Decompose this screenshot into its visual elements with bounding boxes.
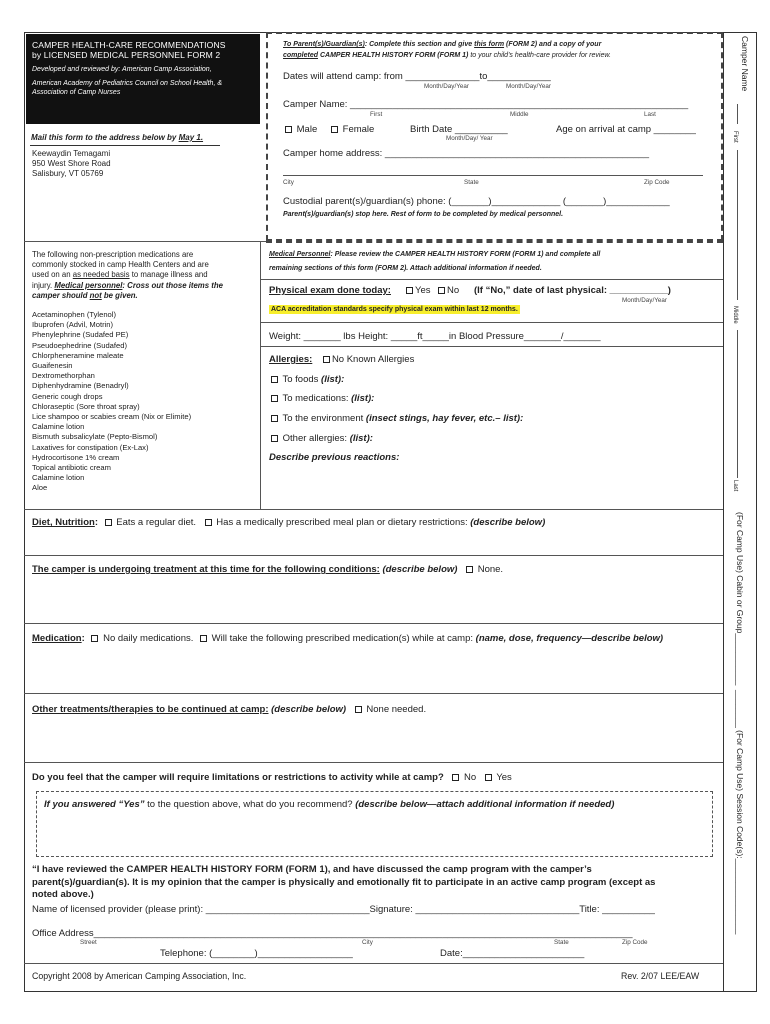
birth-mdy-label: Month/Day/ Year xyxy=(446,135,493,142)
other-treatments-row xyxy=(32,704,426,715)
mail-prefix: Mail this form to the address below by xyxy=(31,133,179,142)
otc-item[interactable]: Guaifenesin xyxy=(32,361,73,371)
otc-intro-3b: as needed basis xyxy=(72,270,130,280)
sidebar-divider xyxy=(723,32,724,992)
office-city-label: City xyxy=(362,939,373,946)
parent-intro-line1 xyxy=(283,41,601,48)
other-treatments-none-label: None needed. xyxy=(366,704,427,715)
dates-mdy-to: Month/Day/Year xyxy=(506,83,551,90)
age-on-arrival-field[interactable]: Age on arrival at camp ________ xyxy=(556,124,696,135)
office-state-label: State xyxy=(554,939,569,946)
section-divider xyxy=(24,509,723,510)
exam-yes xyxy=(404,285,431,296)
section-divider xyxy=(24,623,723,624)
limitations-row xyxy=(32,772,512,783)
office-address-field[interactable]: Office Address______________________________________________________________________________________________________ xyxy=(32,928,633,939)
otc-item[interactable]: Calamine lotion xyxy=(32,422,85,432)
sex-male xyxy=(283,124,317,135)
treatment-none-label: None. xyxy=(477,564,504,575)
sidebar-name-line xyxy=(737,150,738,300)
certify-line3: noted above.) xyxy=(32,889,94,900)
treatment-label: The camper is undergoing treatment at this time for the following conditions: xyxy=(32,564,380,575)
allergy-foods xyxy=(269,374,344,385)
otc-item[interactable]: Chlorpheneramine maleate xyxy=(32,350,124,360)
if-yes-d: (describe below—attach additional information if needed) xyxy=(355,799,615,810)
medical-intro-a: Medical Personnel xyxy=(269,251,331,258)
allergy-environment xyxy=(269,413,523,424)
allergies-row xyxy=(269,354,414,365)
mail-address xyxy=(32,149,111,179)
parent-intro-h: to your child's health-care provider for review. xyxy=(468,52,611,59)
otc-intro-5a: camper should xyxy=(32,290,90,300)
otc-intro xyxy=(32,250,223,301)
otc-item[interactable]: Generic cough drops xyxy=(32,391,103,401)
male-label: Male xyxy=(296,124,318,135)
if-yes-a: If you answered xyxy=(44,799,119,810)
otc-intro-2: commonly stocked in camp Health Centers and are xyxy=(32,260,209,270)
date-field[interactable]: Date:_______________________ xyxy=(440,948,585,959)
if-yes-b: “Yes” xyxy=(118,799,145,810)
other-allergies-list-label: (list): xyxy=(349,433,373,444)
copyright: Copyright 2008 by American Camping Association, Inc. xyxy=(32,971,247,981)
limitations-yes-checkbox[interactable] xyxy=(485,774,492,781)
otc-intro-5c: be given. xyxy=(101,290,138,300)
limitations-question: Do you feel that the camper will require limitations or restrictions to activity while at camp? xyxy=(32,772,444,783)
exam-no-checkbox[interactable] xyxy=(438,287,445,294)
parent-intro-b: : Complete this section and give xyxy=(364,41,475,48)
no-daily-meds-label: No daily medications. xyxy=(103,633,194,644)
vitals-field[interactable]: Weight: _______ lbs Height: _____ft_____in Blood Pressure_______/_______ xyxy=(269,331,601,342)
address-line: Salisbury, VT 05769 xyxy=(32,169,104,178)
parent-intro-d: (FORM 2) and xyxy=(504,41,554,48)
review-line2: American Academy of Pediatrics Council on School Health, & xyxy=(32,80,222,87)
prescribed-diet-label: Has a medically prescribed meal plan or dietary restrictions: xyxy=(216,517,471,528)
custodial-phone-field[interactable]: Custodial parent(s)/guardian(s) phone: (_______)_____________ (_______)____________ xyxy=(283,196,670,207)
city-label: City xyxy=(283,179,294,186)
other-treatments-label: Other treatments/therapies to be continued at camp: xyxy=(32,704,269,715)
name-first-label: First xyxy=(370,111,383,118)
section-divider xyxy=(24,555,723,556)
otc-intro-5b: not xyxy=(89,290,102,300)
foods-label: To foods xyxy=(282,374,322,385)
otc-intro-4 xyxy=(32,281,223,291)
birth-date-field[interactable]: Birth Date __________ xyxy=(410,124,508,135)
address-line: 950 West Shore Road xyxy=(32,159,111,168)
certify-line2: parent(s)/guardian(s). It is my opinion that the camper is physically and emotionally fit to participate in an active camp program (except as xyxy=(32,877,656,888)
limitations-no-label: No xyxy=(464,772,477,783)
otc-intro-3c: to manage illness and xyxy=(129,270,208,280)
medication-describe: (name, dose, frequency—describe below) xyxy=(475,633,664,644)
environment-label: To the environment xyxy=(282,413,366,424)
last-physical-mdy: Month/Day/Year xyxy=(622,297,667,304)
review-line3: Association of Camp Nurses xyxy=(32,89,121,96)
other-treatments-none-checkbox[interactable] xyxy=(355,706,362,713)
review-line1: Developed and reviewed by: American Camp Association, xyxy=(32,66,212,73)
other-allergies-label: Other allergies: xyxy=(282,433,350,444)
mail-instruction xyxy=(31,133,203,142)
aca-standards-note: ACA accreditation standards specify physical exam within last 12 months. xyxy=(271,306,518,313)
sidebar-middle: Middle xyxy=(732,306,738,324)
medical-intro-line2: remaining sections of this form (FORM 2). Attach additional information if needed. xyxy=(269,265,542,272)
otc-item[interactable]: Lice shampoo or scabies cream (Nix or Elimite) xyxy=(32,412,192,422)
otc-intro-5 xyxy=(32,291,223,301)
regular-diet-label: Eats a regular diet. xyxy=(116,517,197,528)
name-last-label: Last xyxy=(644,111,656,118)
if-yes-prompt xyxy=(44,799,614,810)
otc-intro-4a: injury. xyxy=(32,280,55,290)
otc-item[interactable]: Diphenhydramine (Benadryl) xyxy=(32,381,129,391)
environment-checkbox[interactable] xyxy=(271,415,278,422)
telephone-field[interactable]: Telephone: (________)__________________ xyxy=(160,948,353,959)
parent-intro-f: completed xyxy=(283,52,319,59)
sidebar-name-line xyxy=(737,104,738,124)
allergy-meds xyxy=(269,393,374,404)
vitals-divider xyxy=(261,346,723,347)
office-zip-label: Zip Code xyxy=(622,939,648,946)
otc-intro-3a: used on an xyxy=(32,270,73,280)
allergy-other xyxy=(269,433,373,444)
last-physical-date-field[interactable]: (If “No,” date of last physical: ___________) xyxy=(474,285,671,296)
otc-item[interactable]: Hydrocortisone 1% cream xyxy=(32,452,120,462)
otc-item[interactable]: Pseudoephedrine (Sudafed) xyxy=(32,340,127,350)
medication-row: Medication: No daily medications. Will take the following prescribed medication(s) while at camp: (name, dose, frequency—describe below) xyxy=(32,633,664,644)
parent-intro-line2 xyxy=(283,52,611,59)
prescribed-meds-label: Will take the following prescribed medication(s) while at camp: xyxy=(211,633,476,644)
otc-item[interactable]: Calamine lotion xyxy=(32,473,85,483)
parent-section xyxy=(266,32,723,241)
otc-item[interactable]: Ibuprofen (Advil, Motrin) xyxy=(32,320,114,330)
dates-attend-field[interactable]: Dates will attend camp: from ______________to____________ xyxy=(283,71,551,82)
foods-list-label: (list): xyxy=(321,374,345,385)
form-title-box xyxy=(26,34,260,124)
no-known-allergies-checkbox[interactable] xyxy=(323,356,330,363)
otc-divider xyxy=(260,241,261,509)
exam-no xyxy=(436,285,459,296)
diet-label: Diet, Nutrition xyxy=(32,517,95,528)
provider-name-field[interactable]: Name of licensed provider (please print): _______________________________Signature: _______________________________Title: __________ xyxy=(32,904,655,915)
revision: Rev. 2/07 LEE/EAW xyxy=(621,971,700,981)
female-label: Female xyxy=(342,124,375,135)
mail-underline xyxy=(30,145,220,146)
address-line2 xyxy=(283,175,703,176)
sidebar-cabin-group: (For Camp Use) Cabin or Group___________ xyxy=(735,512,745,686)
otc-item[interactable]: Bismuth subsalicylate (Pepto-Bismol) xyxy=(32,432,158,442)
otc-item[interactable]: Dextromethorphan xyxy=(32,371,95,381)
sidebar-name-line xyxy=(737,330,738,478)
stop-here-note: Parent(s)/guardian(s) stop here. Rest of form to be completed by medical personnel. xyxy=(283,211,564,218)
section-divider xyxy=(24,762,723,763)
parent-intro-c: this form xyxy=(474,41,505,48)
female-checkbox[interactable] xyxy=(331,126,338,133)
sidebar-camper-name: Camper Name xyxy=(740,36,750,92)
exam-divider xyxy=(261,322,723,323)
treatment-row xyxy=(32,564,503,575)
meds-allergy-checkbox[interactable] xyxy=(271,395,278,402)
form-title-line1: CAMPER HEALTH-CARE RECOMMENDATIONS xyxy=(32,40,226,50)
name-middle-label: Middle xyxy=(510,111,529,118)
treatment-describe: (describe below) xyxy=(379,564,458,575)
allergies-label: Allergies: xyxy=(269,354,313,365)
otc-item[interactable]: Chloraseptic (Sore throat spray) xyxy=(32,401,140,411)
exam-today-label: Physical exam done today: xyxy=(269,285,391,296)
zip-label: Zip Code xyxy=(644,179,670,186)
otc-item[interactable]: Aloe xyxy=(32,483,48,493)
otc-intro-3 xyxy=(32,270,223,280)
sex-female xyxy=(329,124,374,135)
otc-item[interactable]: Topical antibiotic cream xyxy=(32,463,111,473)
male-checkbox[interactable] xyxy=(285,126,292,133)
form-title-line2: by LICENSED MEDICAL PERSONNEL FORM 2 xyxy=(32,50,221,60)
limitations-yes-label: Yes xyxy=(496,772,512,783)
dates-mdy-from: Month/Day/Year xyxy=(424,83,469,90)
footer-divider xyxy=(24,963,723,964)
exam-yes-label: Yes xyxy=(415,285,431,296)
medical-intro-line1 xyxy=(269,251,600,258)
medical-intro-b: : Please review the CAMPER HEALTH HISTORY FORM (FORM 1) and complete all xyxy=(330,251,601,258)
address-line: Keewaydin Temagami xyxy=(32,149,111,158)
otc-item[interactable]: Acetaminophen (Tylenol) xyxy=(32,310,116,319)
sidebar-last: Last xyxy=(732,480,738,492)
other-treatments-describe: (describe below) xyxy=(268,704,347,715)
regular-diet-checkbox[interactable] xyxy=(105,519,112,526)
otc-item[interactable]: Laxatives for constipation (Ex-Lax) xyxy=(32,442,149,452)
home-address-field[interactable]: Camper home address: __________________________________________________ xyxy=(283,148,650,159)
medication-label: Medication xyxy=(32,633,82,644)
prescribed-meds-checkbox[interactable] xyxy=(200,635,207,642)
section-divider xyxy=(24,693,723,694)
sidebar-session-code: ________ (For Camp Use) Session Code(s):________________ xyxy=(735,690,745,935)
other-allergies-checkbox[interactable] xyxy=(271,435,278,442)
no-daily-meds-checkbox[interactable] xyxy=(91,635,98,642)
diet-row: Diet, Nutrition: Eats a regular diet. Has a medically prescribed meal plan or dietary restrictions: (describe below) xyxy=(32,517,546,528)
prescribed-diet-checkbox[interactable] xyxy=(205,519,212,526)
camper-name-field[interactable]: Camper Name: ________________________________________________________________ xyxy=(283,99,689,110)
parent-bottom-divider xyxy=(266,241,723,243)
sidebar-first: First xyxy=(732,131,738,143)
parent-intro-g: CAMPER HEALTH HISTORY FORM (FORM 1) xyxy=(318,52,469,59)
foods-checkbox[interactable] xyxy=(271,376,278,383)
diet-describe: (describe below) xyxy=(470,517,546,528)
meds-allergy-label: To medications: xyxy=(282,393,352,404)
medical-intro-divider xyxy=(261,279,723,280)
state-label: State xyxy=(464,179,479,186)
exam-yes-checkbox[interactable] xyxy=(406,287,413,294)
exam-no-label: No xyxy=(447,285,460,296)
parent-intro-a: To Parent(s)/Guardian(s) xyxy=(283,41,365,48)
certify-line1: “I have reviewed the CAMPER HEALTH HISTORY FORM (FORM 1), and have discussed the camp program with the camper’s xyxy=(32,864,592,875)
parent-intro-e: a copy of your xyxy=(553,41,602,48)
treatment-none-checkbox[interactable] xyxy=(466,566,473,573)
otc-medication-list xyxy=(32,310,191,494)
environment-list-label: (insect stings, hay fever, etc.– list): xyxy=(365,413,524,424)
if-yes-c: to the question above, what do you recommend? xyxy=(144,799,356,810)
meds-allergy-list-label: (list): xyxy=(351,393,375,404)
otc-intro-4c: : Cross out those items the xyxy=(122,280,223,290)
otc-intro-1: The following non-prescription medications are xyxy=(32,250,194,259)
no-known-allergies-label: No Known Allergies xyxy=(331,354,415,365)
describe-reactions-label: Describe previous reactions: xyxy=(269,452,400,463)
top-left-divider xyxy=(24,241,267,242)
limitations-no-checkbox[interactable] xyxy=(452,774,459,781)
mail-deadline: May 1. xyxy=(178,133,204,142)
otc-intro-4b: Medical personnel xyxy=(54,280,123,290)
otc-item[interactable]: Phenylephrine (Sudafed PE) xyxy=(32,330,129,340)
office-street-label: Street xyxy=(80,939,97,946)
